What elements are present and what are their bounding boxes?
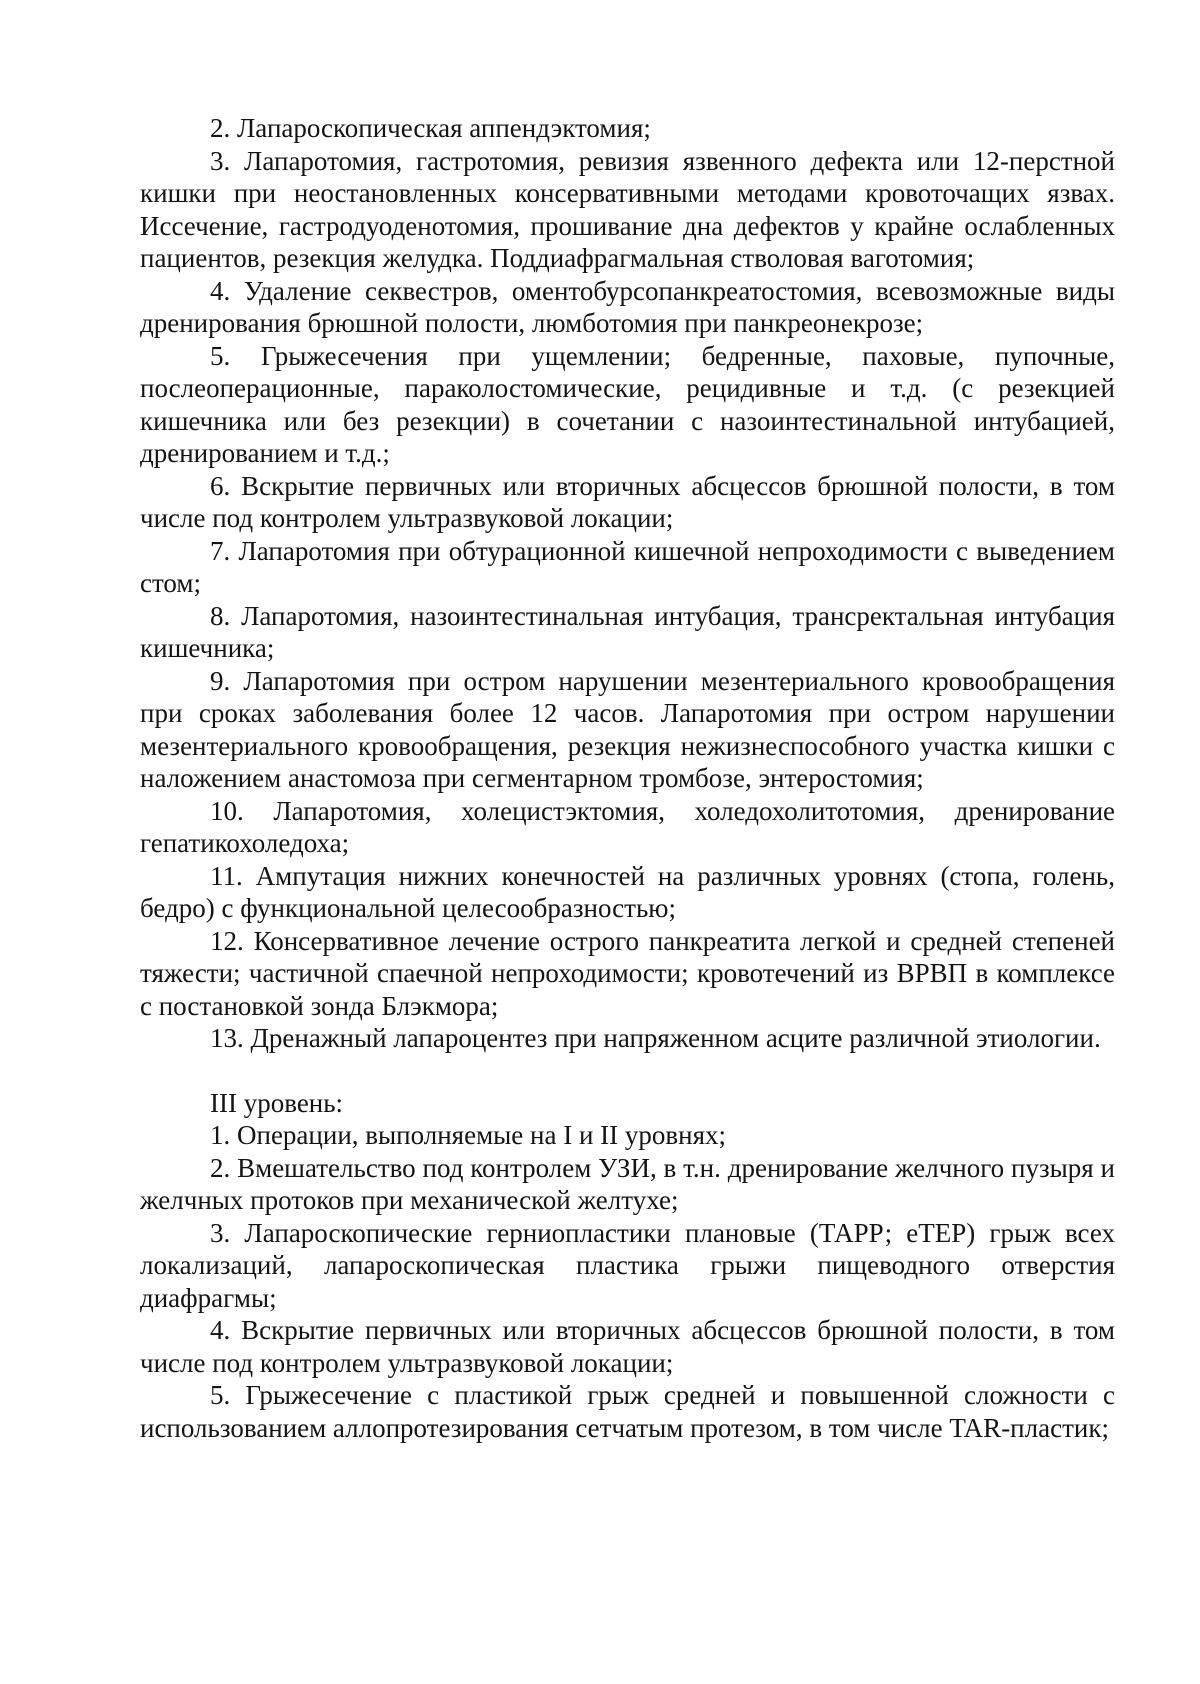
- list-item-l2-4: 4. Удаление секвестров, оментобурсопанкреатостомия, всевозможные виды дренирования брюшной полости, люмботомия при панкреонекрозе;: [140, 275, 1115, 338]
- section-gap: [140, 1055, 1115, 1087]
- list-item-l2-5: 5. Грыжесечения при ущемлении; бедренные, паховые, пупочные, послеоперационные, параколостомические, рецидивные и т.д. (с резекцией кишечника или без резекции) в сочетании с назоинтестинальной интубацией, дренированием и т.д.;: [140, 340, 1115, 468]
- list-item-l2-12: 12. Консервативное лечение острого панкреатита легкой и средней степеней тяжести; частичной спаечной непроходимости; кровотечений из ВРВП в комплексе с постановкой зонда Блэкмора;: [140, 925, 1115, 1021]
- list-item-l3-1: 1. Операции, выполняемые на I и II уровнях;: [210, 1120, 727, 1150]
- list-item-l3-4: 4. Вскрытие первичных или вторичных абсцессов брюшной полости, в том числе под контролем ультразвуковой локации;: [140, 1315, 1115, 1378]
- list-item-l2-13: 13. Дренажный лапароцентез при напряженном асците различной этиологии.: [210, 1023, 1101, 1053]
- document-body: [140, 112, 1115, 1444]
- list-item-l2-8: 8. Лапаротомия, назоинтестинальная интубация, трансректальная интубация кишечника;: [140, 600, 1115, 663]
- list-item-l2-3: 3. Лапаротомия, гастротомия, ревизия язвенного дефекта или 12-перстной кишки при неостановленных консервативными методами кровоточащих язвах. Иссечение, гастродуоденотомия, прошивание дна дефектов у крайне ослабленных пациентов, резекция желудка. Поддиафрагмальная стволовая ваготомия;: [140, 145, 1115, 273]
- list-item-l2-11: 11. Ампутация нижних конечностей на различных уровнях (стопа, голень, бедро) с функциональной целесообразностью;: [140, 860, 1115, 923]
- list-item-l2-10: 10. Лапаротомия, холецистэктомия, холедохолитотомия, дренирование гепатикохоледоха;: [140, 795, 1115, 858]
- list-item-l2-2: 2. Лапароскопическая аппендэктомия;: [210, 113, 651, 143]
- list-item-l3-5: 5. Грыжесечение с пластикой грыж средней и повышенной сложности с использованием аллопротезирования сетчатым протезом, в том числе TAR-пластик;: [140, 1380, 1115, 1443]
- list-item-l3-2: 2. Вмешательство под контролем УЗИ, в т.н. дренирование желчного пузыря и желчных протоков при механической желтухе;: [140, 1152, 1115, 1215]
- list-item-l2-6: 6. Вскрытие первичных или вторичных абсцессов брюшной полости, в том числе под контролем ультразвуковой локации;: [140, 470, 1115, 533]
- list-item-l3-3: 3. Лапароскопические герниопластики плановые (ТАРР; еТЕР) грыж всех локализаций, лапароскопическая пластика грыжи пищеводного отверстия диафрагмы;: [140, 1217, 1115, 1313]
- section-heading-level-3: III уровень:: [210, 1087, 344, 1118]
- list-item-l2-7: 7. Лапаротомия при обтурационной кишечной непроходимости с выведением стом;: [140, 535, 1115, 598]
- list-item-l2-9: 9. Лапаротомия при остром нарушении мезентериального кровообращения при сроках заболевания более 12 часов. Лапаротомия при остром нарушении мезентериального кровообращения, резекция нежизнеспособного участка кишки с наложением анастомоза при сегментарном тромбозе, энтеростомия;: [140, 665, 1115, 793]
